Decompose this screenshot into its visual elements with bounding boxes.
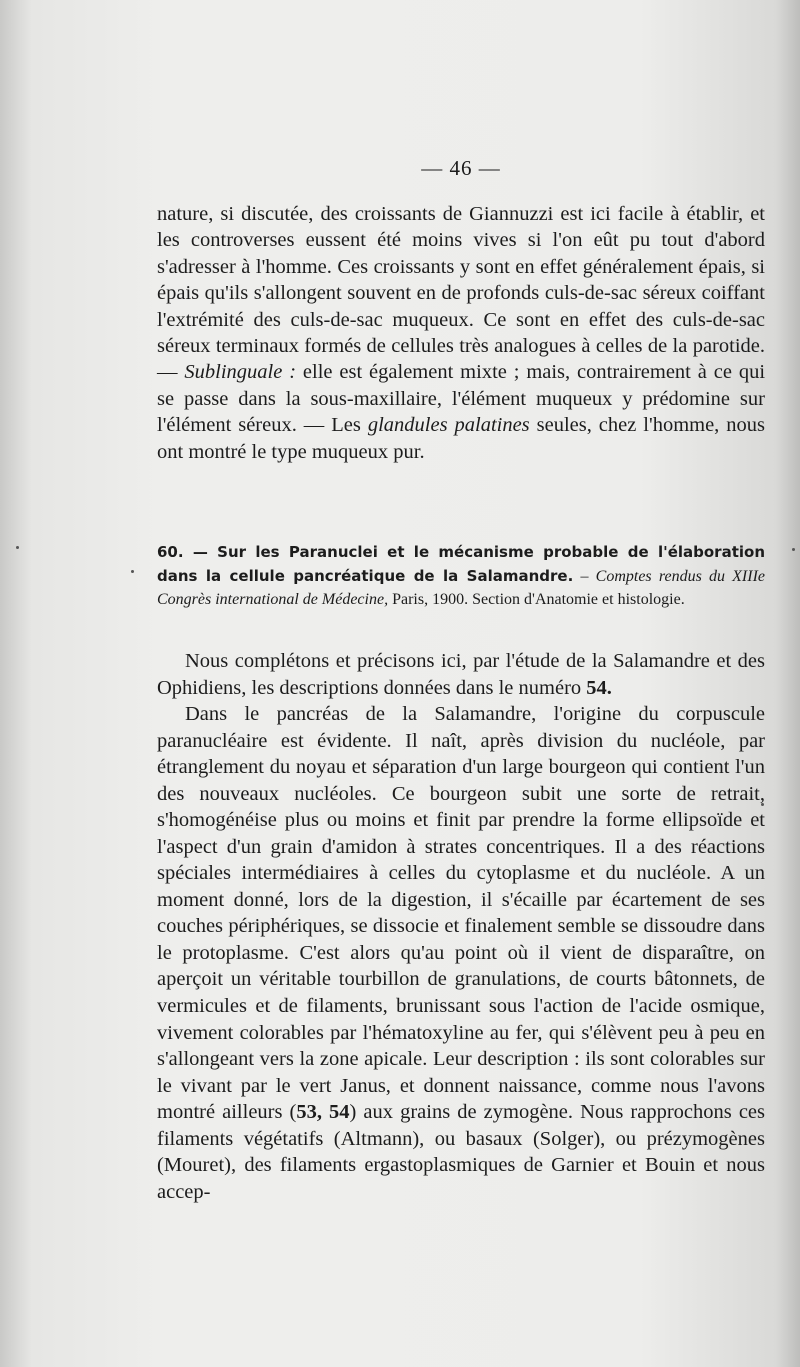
paragraph-glands <box>157 201 765 465</box>
paragraph-text: seules, chez l'homme, nous ont montré le type muqueux pur. <box>157 414 765 463</box>
entry-publication: Paris, 1900. Section d'Anatomie et histologie. <box>388 591 685 608</box>
page-number: — 46 — <box>421 156 501 180</box>
term-glandules-palatines: glandules palatines <box>367 414 530 437</box>
paragraph-text: Nous complétons et précisons ici, par l'étude de la Salamandre et des Ophidiens, les descriptions données dans le numéro <box>157 650 765 699</box>
speck-mark <box>792 548 795 551</box>
bibliography-entry-60 <box>157 541 765 612</box>
entry-dash: – <box>573 567 596 585</box>
speck-mark <box>131 570 134 573</box>
entry-number: 60. <box>157 543 184 561</box>
paragraph-text: elle est également mixte ; mais, contrairement à ce qui se passe dans la sous-maxillaire, l'élément muqueux y prédomine sur l'élément séreux. — Les <box>157 361 766 437</box>
speck-mark <box>16 546 19 549</box>
paragraph-text: Dans le pancréas de la Salamandre, l'origine du corpuscule paranucléaire est évidente. Il naît, après division du nucléole, par étranglement du noyau et séparation d'un large bourgeon qui contient l'un des nouveaux nucléoles. Ce bourgeon subit une sorte de retrait, s'homogénéise plus ou moins et finit par prendre la forme ellipsoïde et l'aspect d'un grain d'amidon à strates concentriques. Il a des réactions spéciales intermédiaires à celles du cytoplasme et du nucléole. A un moment donné, lors de la digestion, il s'écaille par écartement de ses couches périphériques, se dissocie et finalement semble se dissoudre dans le protoplasme. C'est alors qu'au point où il vient de disparaître, on aperçoit un véritable tourbillon de granulations, de courts bâtonnets, de vermicules et de filaments, brunissant sous l'action de l'acide osmique, vivement colorables par l'hématoxyline au fer, qui s'élèvent peu à peu en s'allongeant vers la zone apicale. Leur description : ils sont colorables sur le vivant par le vert Janus, et donnent naissance, comme nous l'avons montré ailleurs ( <box>157 703 765 1124</box>
entry-title: — Sur les Paranuclei et le mécanisme probable de l'élaboration dans la cellule pancréatique de la Salamandre. <box>157 543 765 585</box>
entry-journal: Comptes rendus du XIIIe Congrès international de Médecine, <box>157 567 766 608</box>
paragraph-intro <box>157 648 765 701</box>
reference-numbers: 53, 54 <box>296 1101 350 1124</box>
paragraph-pancreas <box>157 701 765 1205</box>
term-sublinguale: Sublinguale : <box>184 361 297 384</box>
paragraph-text: ) aux grains de zymogène. Nous rapprochons ces filaments végétatifs (Altmann), ou basaux (Solger), ou prézymogènes (Mouret), des filaments ergastoplasmiques de Garnier et Bouin et nous accep- <box>157 1101 766 1203</box>
reference-number: 54. <box>586 676 612 699</box>
paragraph-text: nature, si discutée, des croissants de Giannuzzi est ici facile à établir, et les controverses eussent été moins vives si l'on eût pu tout d'abord s'adresser à l'homme. Ces croissants y sont en effet généralement épais, si épais qu'ils s'allongent souvent en de profonds culs-de-sac séreux coiffant l'extrémité des culs-de-sac muqueux. Ce sont en effet des culs-de-sac séreux terminaux formés de cellules très analogues à celles de la parotide. — <box>157 203 765 384</box>
